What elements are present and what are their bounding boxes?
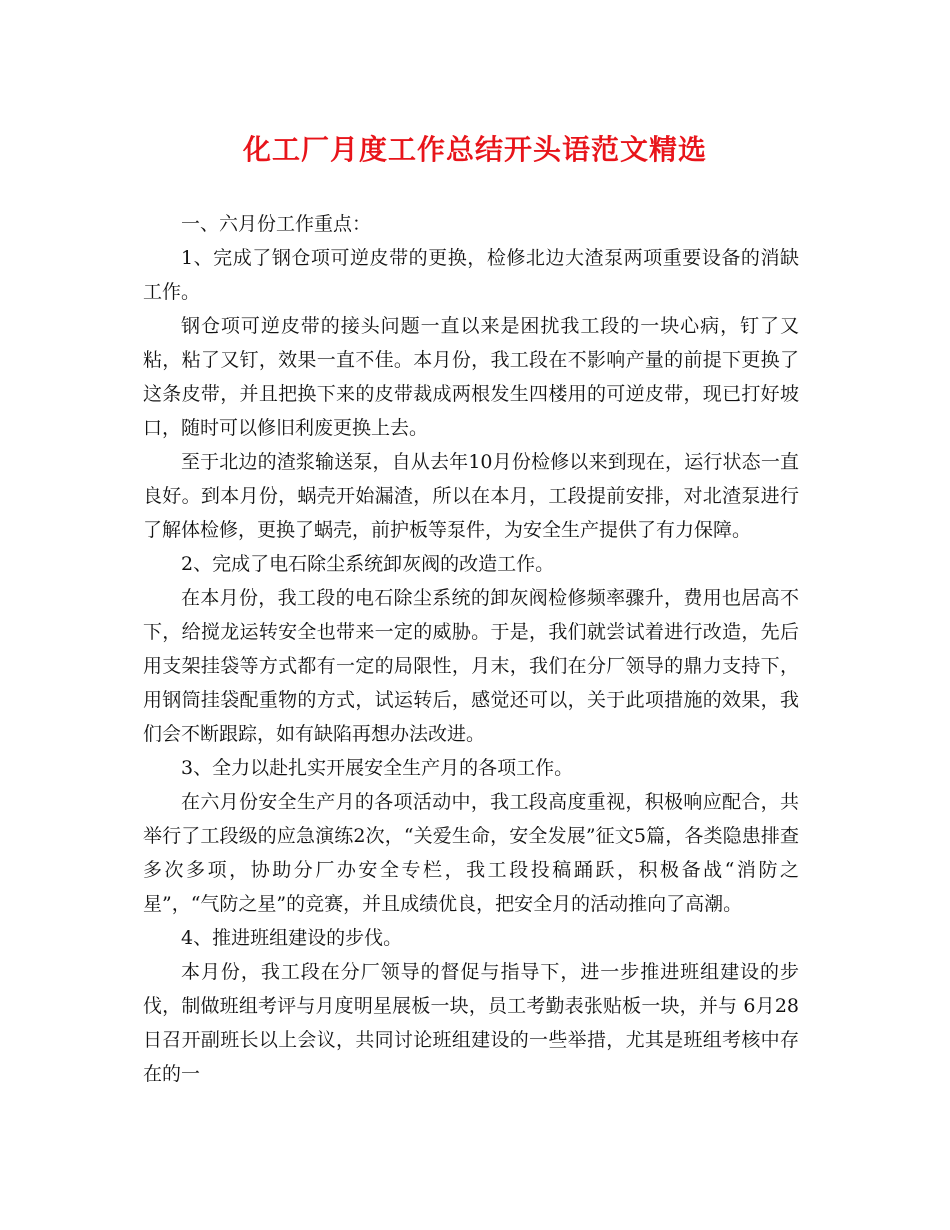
document-title: 化工厂月度工作总结开头语范文精选 bbox=[242, 133, 707, 166]
paragraph-item-4-detail: 本月份，我工段在分厂领导的督促与指导下，进一步推进班组建设的步伐，制做班组考评与月度明星展板一块，员工考勤表张贴板一块，并与 6月28日召开副班长以上会议，共同讨论班组建设的一些举措，尤其是班组考核中存在的一 bbox=[143, 961, 799, 1085]
paragraph-item-1-detail-belt: 钢仓项可逆皮带的接头问题一直以来是困扰我工段的一块心病，钉了又粘，粘了又钉，效果一直不佳。本月份，我工段在不影响产量的前提下更换了这条皮带，并且把换下来的皮带裁成两根发生四楼用的可逆皮带，现已打好坡口，随时可以修旧利废更换上去。 bbox=[143, 315, 799, 439]
paragraph-item-2-heading: 2、完成了电石除尘系统卸灰阀的改造工作。 bbox=[181, 553, 555, 575]
document-body bbox=[143, 207, 799, 1091]
paragraph-item-1-detail-pump: 至于北边的渣浆输送泵，自从去年10月份检修以来到现在，运行状态一直良好。到本月份，蜗壳开始漏渣，所以在本月，工段提前安排，对北渣泵进行了解体检修，更换了蜗壳，前护板等泵件，为安全生产提供了有力保障。 bbox=[143, 451, 799, 541]
paragraph-item-3-heading: 3、全力以赴扎实开展安全生产月的各项工作。 bbox=[181, 757, 574, 779]
paragraph-item-3-detail: 在六月份安全生产月的各项活动中，我工段高度重视，积极响应配合，共举行了工段级的应急演练2次，“关爱生命，安全发展”征文5篇，各类隐患排查多次多项，协助分厂办安全专栏，我工段投稿踊跃，积极备战“消防之星”，“气防之星”的竞赛，并且成绩优良，把安全月的活动推向了高潮。 bbox=[143, 791, 799, 915]
paragraph-item-1-heading: 1、完成了钢仓项可逆皮带的更换，检修北边大渣泵两项重要设备的消缺工作。 bbox=[143, 247, 799, 303]
paragraph-item-4-heading: 4、推进班组建设的步伐。 bbox=[181, 927, 403, 949]
paragraph-section-heading: 一、六月份工作重点： bbox=[181, 213, 372, 235]
paragraph-item-2-detail: 在本月份，我工段的电石除尘系统的卸灰阀检修频率骤升，费用也居高不下，给搅龙运转安全也带来一定的威胁。于是，我们就尝试着进行改造，先后用支架挂袋等方式都有一定的局限性，月末，我们在分厂领导的鼎力支持下，用钢筒挂袋配重物的方式，试运转后，感觉还可以，关于此项措施的效果，我们会不断跟踪，如有缺陷再想办法改进。 bbox=[143, 587, 799, 745]
